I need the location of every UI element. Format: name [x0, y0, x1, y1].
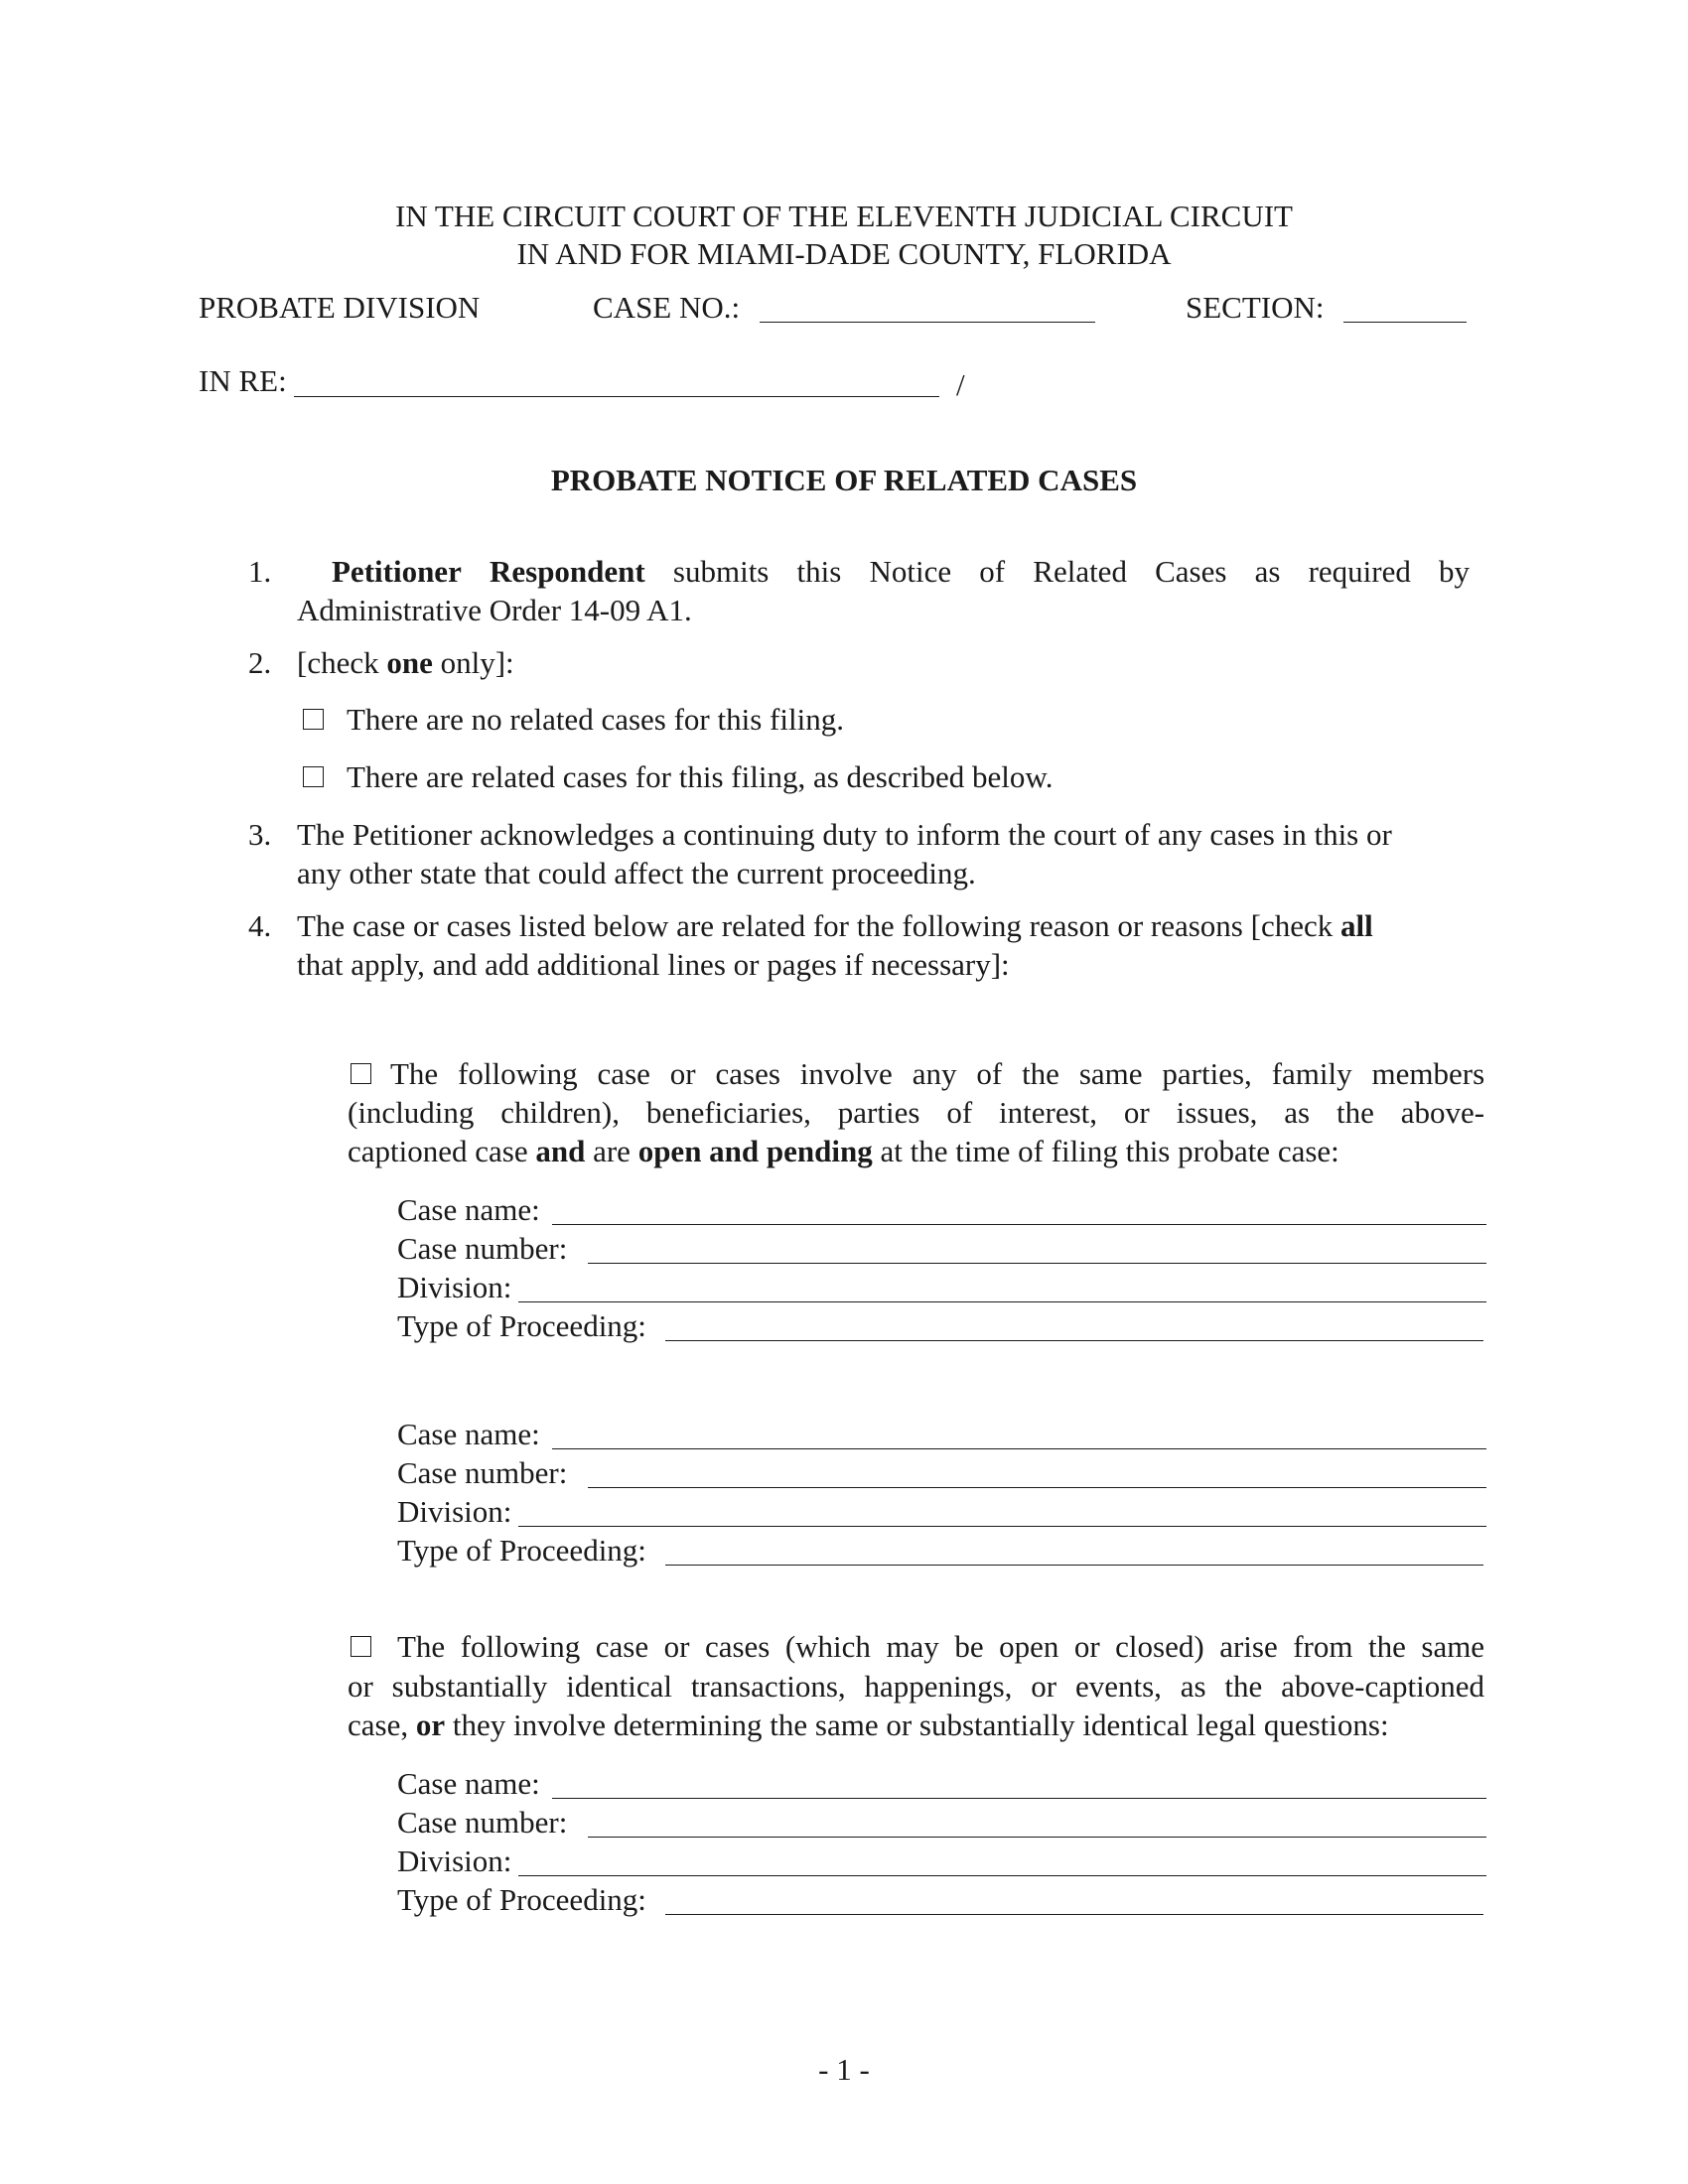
case-name-field[interactable]	[552, 1224, 1486, 1225]
word: of	[976, 1056, 1003, 1091]
division-field-label: Division:	[397, 1270, 512, 1304]
word: substantially	[391, 1669, 548, 1704]
word: cases	[715, 1056, 780, 1091]
word: cases	[704, 1629, 771, 1664]
word: by	[1439, 554, 1471, 589]
word: above-captioned	[1281, 1669, 1484, 1704]
court-line-1: IN THE CIRCUIT COURT OF THE ELEVENTH JUDICIAL CIRCUIT	[395, 199, 1293, 233]
case-no-label: CASE NO.:	[593, 290, 741, 325]
same-parties-checkbox[interactable]	[351, 1063, 371, 1084]
item-3-line-2: any other state that could affect the current proceeding.	[297, 856, 976, 890]
word: from	[1293, 1629, 1353, 1664]
word: as	[1254, 554, 1281, 589]
word: the	[1368, 1629, 1406, 1664]
case-number-field[interactable]	[588, 1837, 1486, 1838]
item-4-number: 4.	[248, 908, 272, 943]
case-name-field[interactable]	[552, 1448, 1486, 1449]
word: submits	[672, 554, 770, 589]
related-cases-checkbox[interactable]	[303, 766, 324, 787]
word: children),	[500, 1095, 620, 1130]
word: Related	[1033, 554, 1127, 589]
word: required	[1308, 554, 1411, 589]
word: happenings,	[864, 1669, 1013, 1704]
case-number-label: Case number:	[397, 1231, 568, 1266]
case-number-label: Case number:	[397, 1455, 568, 1490]
type-of-proceeding-field[interactable]	[665, 1914, 1483, 1915]
item-1-line-1	[332, 554, 1470, 590]
division-field-label: Division:	[397, 1843, 512, 1878]
word: case	[595, 1629, 649, 1664]
division-label: PROBATE DIVISION	[199, 290, 481, 325]
division-field[interactable]	[518, 1526, 1486, 1527]
petitioner-option[interactable]: Petitioner	[332, 554, 462, 589]
page-title: PROBATE NOTICE OF RELATED CASES	[550, 463, 1138, 497]
item-2-number: 2.	[248, 645, 272, 680]
word: beneficiaries,	[645, 1095, 811, 1130]
case-name-label: Case name:	[397, 1417, 540, 1451]
word: Cases	[1155, 554, 1227, 589]
word: or	[669, 1056, 696, 1091]
item-4-line-1: The case or cases listed below are related for the following reason or reasons [check all	[297, 908, 1373, 943]
case-name-field[interactable]	[552, 1798, 1486, 1799]
word: may	[886, 1629, 939, 1664]
court-line-2: IN AND FOR MIAMI-DADE COUNTY, FLORIDA	[516, 236, 1172, 271]
section-a-line-3: captioned case and are open and pending at the time of filing this probate case:	[348, 1134, 1339, 1168]
word: The	[390, 1056, 439, 1091]
in-re-field[interactable]	[294, 396, 939, 397]
item-3-line-1: The Petitioner acknowledges a continuing duty to inform the court of any cases in this or	[297, 817, 1392, 852]
word: of	[979, 554, 1006, 589]
word: case	[597, 1056, 650, 1091]
case-name-label: Case name:	[397, 1766, 540, 1801]
page-number: - 1 -	[818, 2052, 870, 2087]
section-b-line-3: case, or they involve determining the same or substantially identical legal questions:	[348, 1707, 1389, 1742]
item-1-number: 1.	[248, 554, 272, 589]
word: above-	[1400, 1095, 1485, 1130]
word: as	[1284, 1095, 1311, 1130]
item-4-line-2: that apply, and add additional lines or pages if necessary]:	[297, 947, 1010, 982]
no-related-cases-checkbox[interactable]	[303, 709, 324, 730]
in-re-label: IN RE:	[199, 363, 287, 398]
type-of-proceeding-label: Type of Proceeding:	[397, 1533, 646, 1568]
type-of-proceeding-label: Type of Proceeding:	[397, 1308, 646, 1343]
word: of	[946, 1095, 973, 1130]
case-number-label: Case number:	[397, 1805, 568, 1840]
word: as	[1180, 1669, 1206, 1704]
word: same	[1421, 1629, 1485, 1664]
word: the	[1022, 1056, 1059, 1091]
word: issues,	[1176, 1095, 1258, 1130]
word: identical	[566, 1669, 672, 1704]
in-re-slash: /	[956, 367, 965, 402]
case-number-field[interactable]	[588, 1487, 1486, 1488]
division-field-label: Division:	[397, 1494, 512, 1529]
word: (which	[784, 1629, 871, 1664]
section-a-line-2	[348, 1095, 1484, 1131]
type-of-proceeding-field[interactable]	[665, 1340, 1483, 1341]
type-of-proceeding-label: Type of Proceeding:	[397, 1882, 646, 1917]
word: or	[1073, 1629, 1100, 1664]
no-related-cases-label: There are no related cases for this filing.	[347, 702, 844, 737]
item-3-number: 3.	[248, 817, 272, 852]
section-label: SECTION:	[1186, 290, 1325, 325]
item-1-line-2: Administrative Order 14-09 A1.	[297, 593, 692, 627]
word: Notice	[869, 554, 952, 589]
word: or	[1123, 1095, 1150, 1130]
word: parties,	[1162, 1056, 1252, 1091]
word: interest,	[999, 1095, 1098, 1130]
related-cases-label: There are related cases for this filing, as described below.	[347, 759, 1054, 794]
word: same	[1078, 1056, 1143, 1091]
word: family	[1271, 1056, 1352, 1091]
division-field[interactable]	[518, 1875, 1486, 1876]
word: be	[954, 1629, 984, 1664]
word: following	[460, 1629, 581, 1664]
word: open	[999, 1629, 1059, 1664]
word: involve	[799, 1056, 893, 1091]
word: (including	[348, 1095, 475, 1130]
word: the	[1224, 1669, 1263, 1704]
word: transactions,	[690, 1669, 846, 1704]
word: The	[397, 1629, 446, 1664]
word: parties	[837, 1095, 920, 1130]
word: or	[348, 1669, 373, 1704]
word: the	[1336, 1095, 1374, 1130]
case-number-field[interactable]	[588, 1263, 1486, 1264]
word: or	[1031, 1669, 1057, 1704]
item-2-instruction: [check one only]:	[297, 645, 514, 680]
section-field[interactable]	[1343, 322, 1467, 323]
word: events,	[1074, 1669, 1162, 1704]
section-a-line-1	[390, 1056, 1484, 1092]
word: arise	[1219, 1629, 1278, 1664]
case-no-field[interactable]	[760, 322, 1095, 323]
word: this	[796, 554, 842, 589]
case-name-label: Case name:	[397, 1192, 540, 1227]
same-transactions-checkbox[interactable]	[351, 1636, 371, 1657]
word: following	[458, 1056, 578, 1091]
word: or	[663, 1629, 690, 1664]
word: members	[1371, 1056, 1485, 1091]
word: closed)	[1115, 1629, 1204, 1664]
word: any	[912, 1056, 957, 1091]
respondent-option[interactable]: Respondent	[489, 554, 645, 589]
type-of-proceeding-field[interactable]	[665, 1565, 1483, 1566]
section-b-line-1	[397, 1629, 1484, 1665]
division-field[interactable]	[518, 1301, 1486, 1302]
section-b-line-2	[348, 1669, 1484, 1705]
